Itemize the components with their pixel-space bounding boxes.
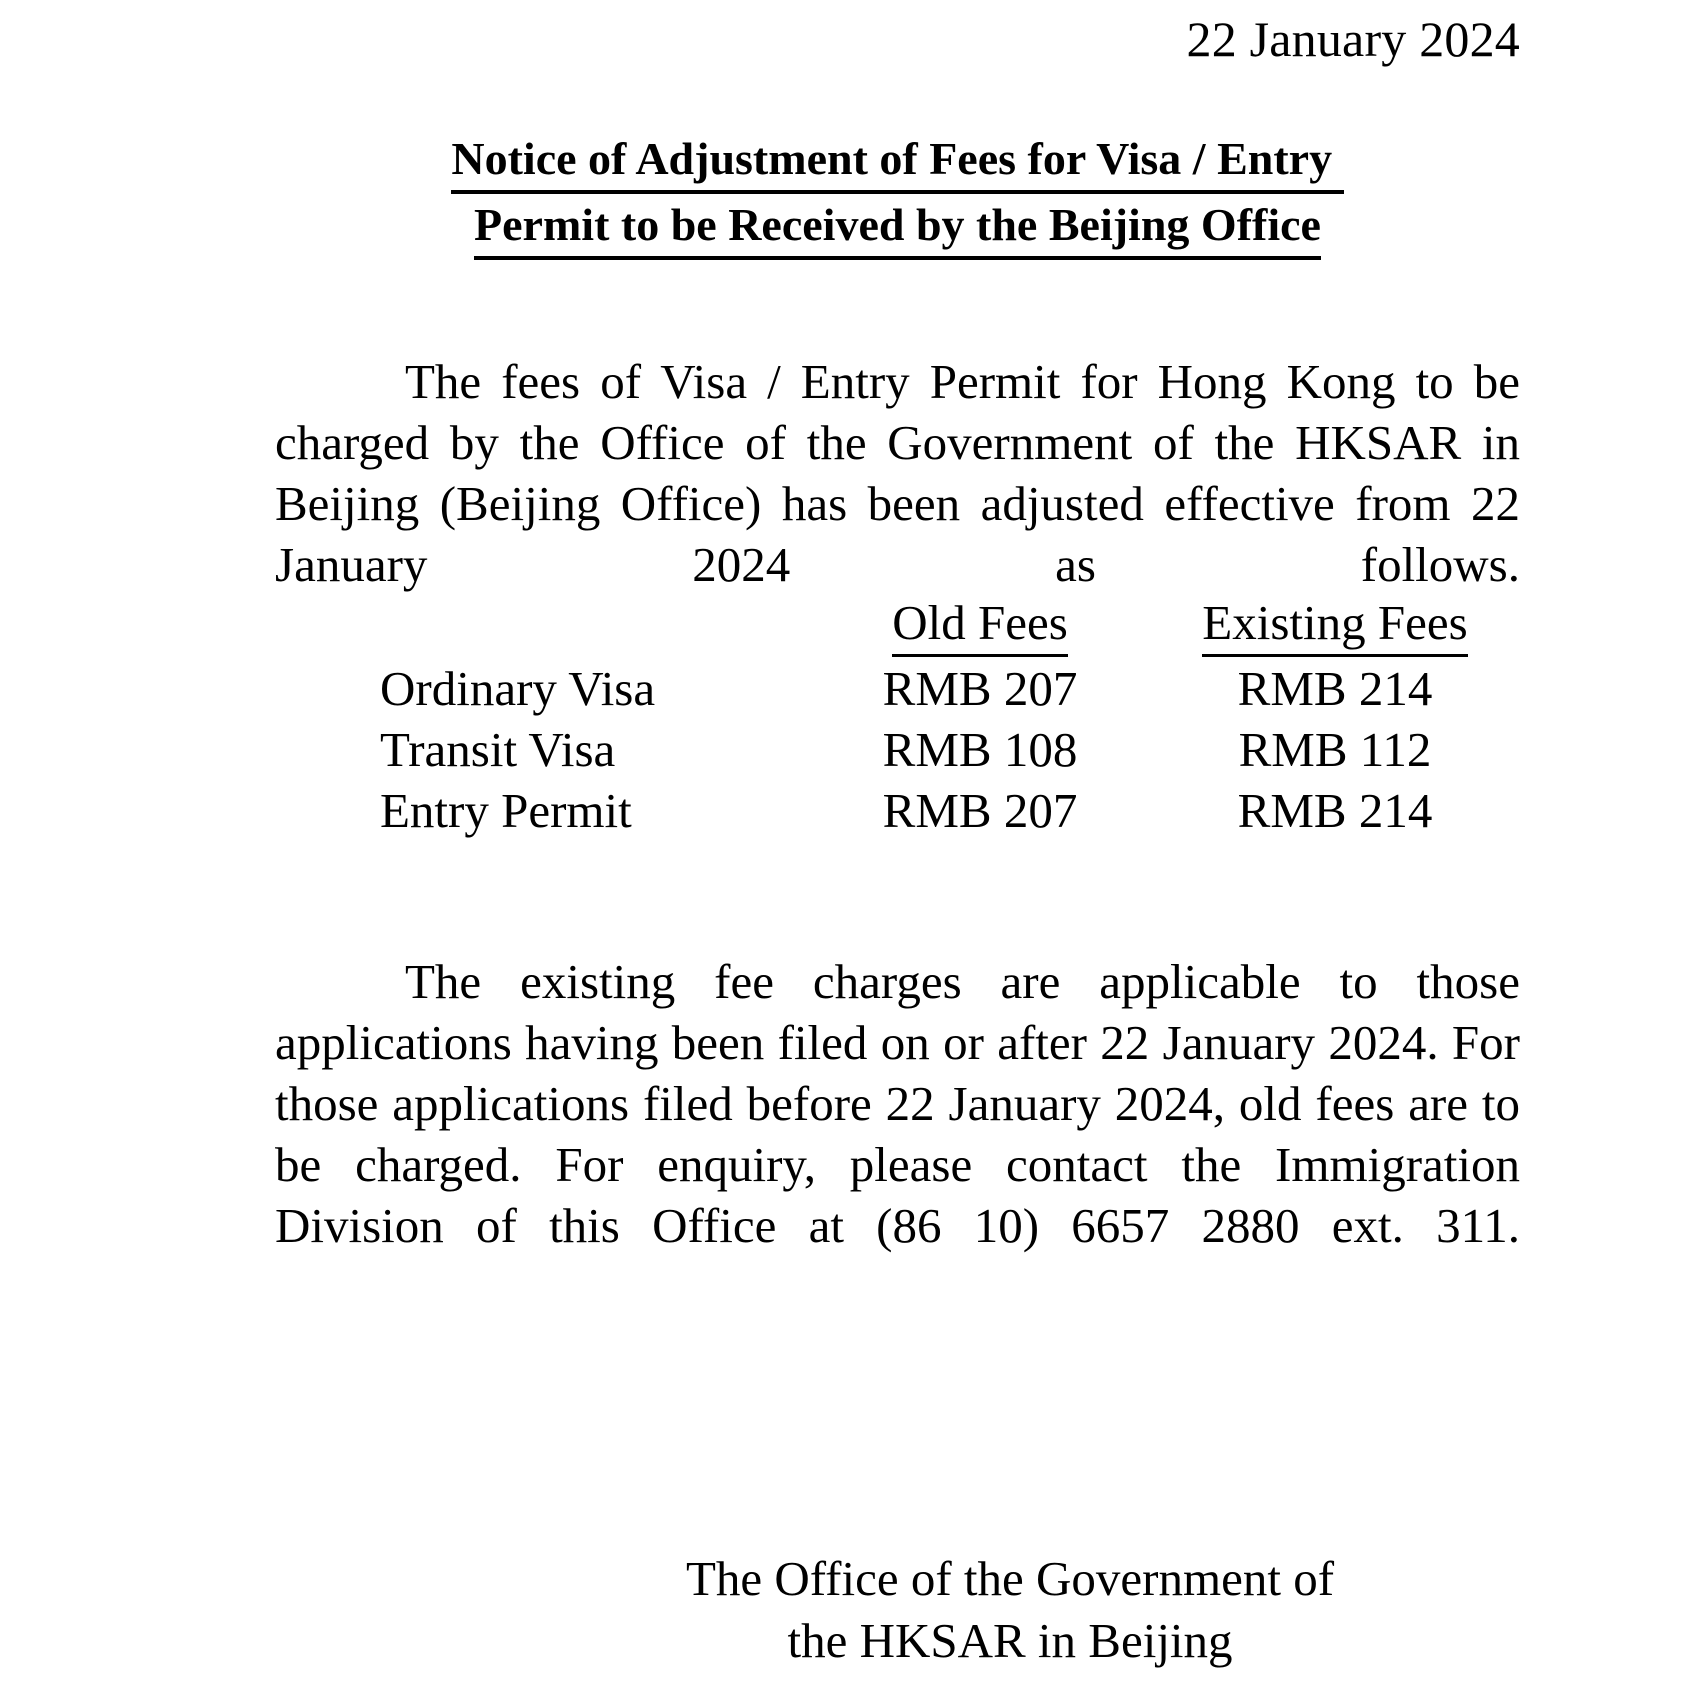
page-title [275, 128, 1520, 260]
table-header-row [275, 592, 1520, 658]
page-title-line-1: Notice of Adjustment of Fees for Visa / Entry [451, 128, 1343, 194]
fee-table-header-old-label: Old Fees [892, 592, 1068, 657]
fee-row-item: Transit Visa [380, 722, 616, 777]
fee-row-item: Ordinary Visa [380, 661, 656, 716]
fee-table-body [275, 658, 1520, 841]
fee-row-old-fee: RMB 207 [882, 783, 1078, 838]
fee-row-old-fee: RMB 108 [882, 722, 1078, 777]
page-title-line-2: Permit to be Received by the Beijing Office [474, 194, 1321, 260]
fee-row-existing-fee: RMB 214 [1237, 661, 1433, 716]
applicability-paragraph: The existing fee charges are applicable to those applications having been filed on or after 22 January 2024. For those applications filed before 22 January 2024, old fees are to be charged. For enquiry, please contact the Immigration Division of this Office at (86 10) 6657 2880 ext. 311. [275, 954, 1520, 1253]
fee-table-header-existing-label: Existing Fees [1202, 592, 1467, 657]
fee-table-header [275, 592, 1520, 658]
fee-row-existing-fee: RMB 112 [1238, 722, 1432, 777]
signature-line-1: The Office of the Government of [685, 1551, 1335, 1606]
document-date: 22 January 2024 [1186, 11, 1520, 67]
signature-block [560, 1548, 1460, 1672]
table-row [275, 719, 1520, 780]
fee-row-existing-fee: RMB 214 [1237, 783, 1433, 838]
table-row [275, 658, 1520, 719]
fee-table-header-old [810, 592, 1150, 658]
fee-row-item: Entry Permit [380, 783, 632, 838]
fee-row-old-fee: RMB 207 [882, 661, 1078, 716]
fee-table [275, 592, 1520, 841]
fee-table-header-existing [1150, 592, 1520, 658]
intro-paragraph: The fees of Visa / Entry Permit for Hong Kong to be charged by the Office of the Government of the HKSAR in Beijing (Beijing Office) has been adjusted effective from 22 January 2024 as follows. [275, 354, 1520, 592]
table-row [275, 780, 1520, 841]
signature-line-2: the HKSAR in Beijing [787, 1613, 1233, 1668]
fee-table-header-item [275, 592, 810, 658]
